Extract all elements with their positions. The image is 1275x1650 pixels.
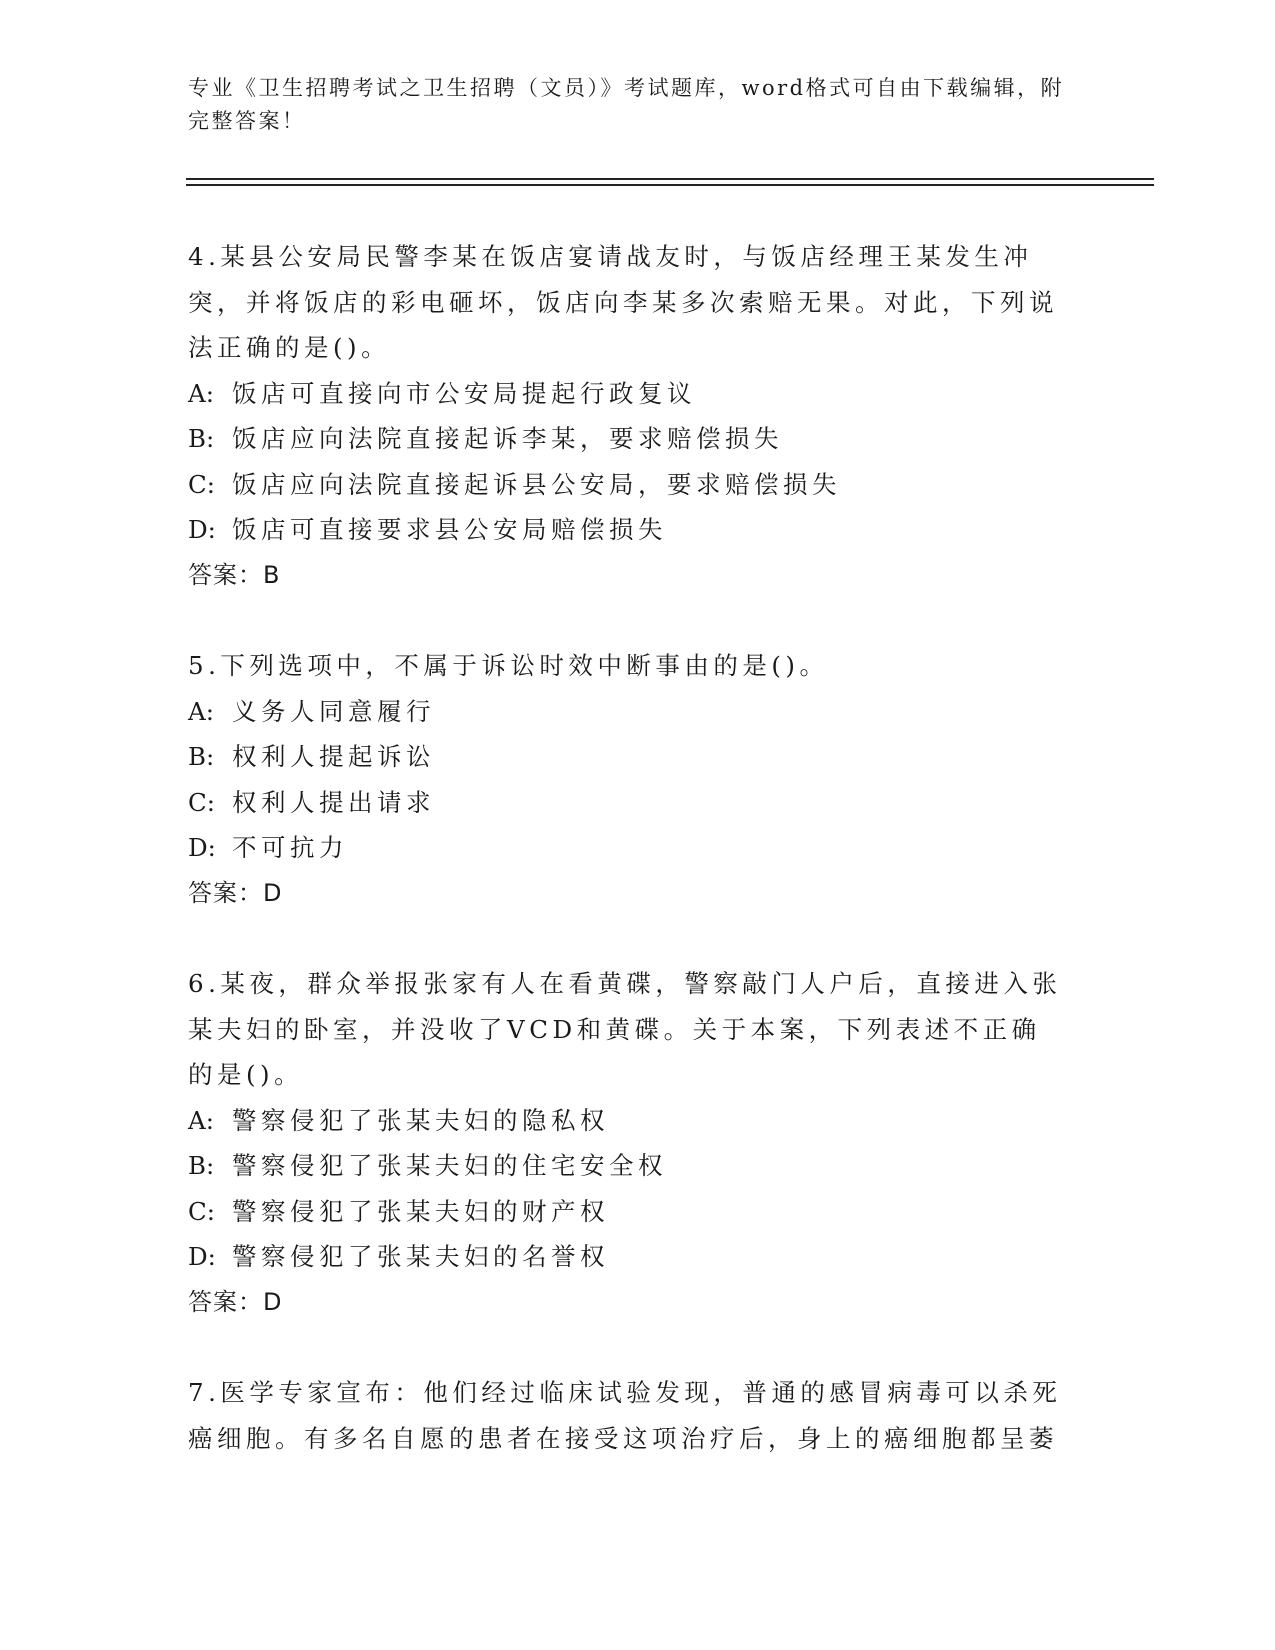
question-5 [188,643,1068,916]
option-key: C: [188,1196,216,1226]
option-c [188,462,1068,508]
option-a [188,371,1068,417]
option-d [188,1234,1068,1280]
question-stem: 7.医学专家宣布：他们经过临床试验发现，普通的感冒病毒可以杀死癌细胞。有多名自愿的患者在接受这项治疗后，身上的癌细胞都呈萎 [188,1378,1062,1453]
option-key: C: [188,469,216,499]
option-key: D: [188,833,216,862]
option-key: B: [188,742,215,771]
header-divider [186,178,1154,180]
option-key: B: [188,1151,215,1180]
option-c [188,780,1068,826]
option-key: D: [188,515,216,544]
question-list [188,234,1068,1506]
header-divider-secondary [186,184,1154,186]
answer-line: 答案：D [188,1287,283,1316]
answer-line: 答案：B [188,560,281,589]
option-text: 权利人提起诉讼 [232,742,435,771]
option-text: 义务人同意履行 [232,696,435,726]
option-key: B: [188,424,215,453]
document-header: 专业《卫生招聘考试之卫生招聘（文员）》考试题库，word格式可自由下载编辑，附完整答案！ [188,76,1065,133]
question-6 [188,961,1068,1325]
question-stem: 5.下列选项中，不属于诉讼时效中断事由的是()。 [188,651,829,680]
option-text: 警察侵犯了张某夫妇的名誉权 [232,1242,609,1271]
option-text: 饭店可直接要求县公安局赔偿损失 [232,515,667,544]
option-text: 饭店可直接向市公安局提起行政复议 [232,378,696,408]
option-text: 警察侵犯了张某夫妇的住宅安全权 [232,1151,667,1180]
question-4 [188,234,1068,598]
option-text: 权利人提出请求 [232,787,435,817]
option-c [188,1189,1068,1235]
option-text: 饭店应向法院直接起诉李某，要求赔偿损失 [232,424,783,453]
question-7 [188,1370,1068,1461]
option-key: D: [188,1242,216,1271]
option-key: A: [188,696,214,726]
answer-line: 答案：D [188,878,283,907]
option-key: A: [188,378,214,408]
option-key: C: [188,787,216,817]
option-key: A: [188,1105,214,1135]
option-text: 不可抗力 [232,833,348,862]
option-a [188,689,1068,735]
option-d [188,507,1068,553]
option-text: 饭店应向法院直接起诉县公安局，要求赔偿损失 [232,469,841,499]
option-b [188,734,1068,780]
option-d [188,825,1068,871]
option-text: 警察侵犯了张某夫妇的财产权 [232,1196,609,1226]
question-stem: 4.某县公安局民警李某在饭店宴请战友时，与饭店经理王某发生冲突，并将饭店的彩电砸坏，饭店向李某多次索赔无果。对此，下列说法正确的是()。 [188,242,1058,362]
question-stem: 6.某夜，群众举报张家有人在看黄碟，警察敲门人户后，直接进入张某夫妇的卧室，并没收了VCD和黄碟。关于本案，下列表述不正确的是()。 [188,969,1062,1089]
option-text: 警察侵犯了张某夫妇的隐私权 [232,1105,609,1135]
option-a [188,1098,1068,1144]
option-b [188,416,1068,462]
option-b [188,1143,1068,1189]
